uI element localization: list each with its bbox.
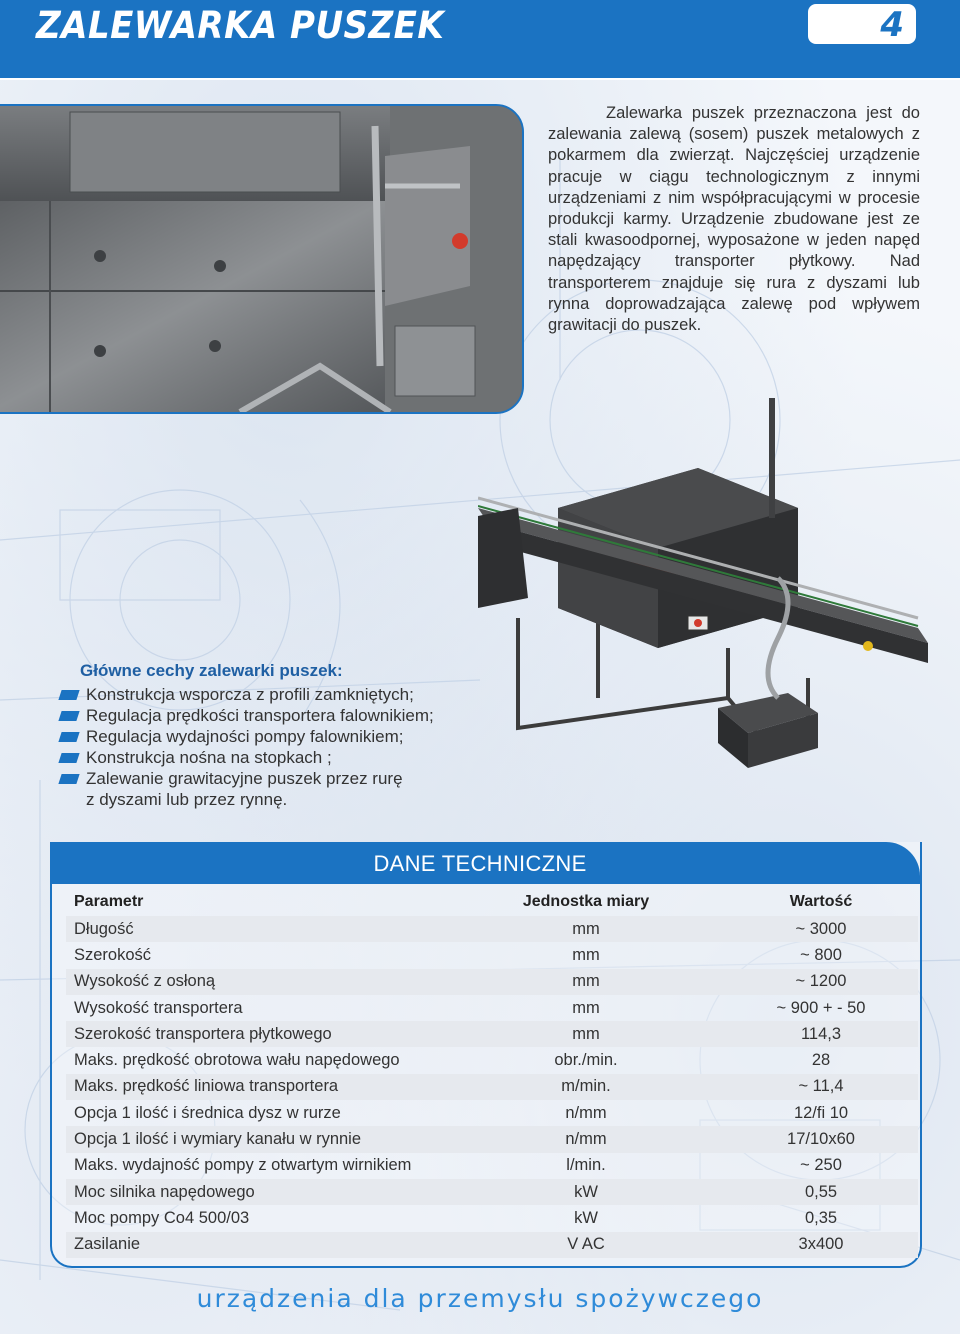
features-list xyxy=(60,684,530,810)
row-param: Maks. prędkość obrotowa wału napędowego xyxy=(74,1051,400,1070)
row-unit: kW xyxy=(574,1208,598,1227)
row-value: ~ 3000 xyxy=(795,919,847,938)
bullet-icon xyxy=(58,732,79,742)
page-number-badge xyxy=(808,4,916,44)
feature-item-text: Regulacja wydajności pompy falownikiem; xyxy=(86,727,404,746)
feature-item-text: Konstrukcja nośna na stopkach ; xyxy=(86,748,332,767)
tech-data-title: DANE TECHNICZNE xyxy=(373,851,587,876)
row-unit: l/min. xyxy=(566,1156,606,1175)
page-number: 4 xyxy=(880,5,904,45)
header-bar xyxy=(0,0,960,78)
table-row xyxy=(66,1232,918,1258)
row-param: Długość xyxy=(74,919,134,938)
intro-text: Zalewarka puszek przeznaczona jest do zalewania zalewą (sosem) puszek metalowych z pokarmem dla zwierząt. Najczęściej urządzenie pracuje w ciągu technologicznym z innymi urządzeniami z nim współpracującymi w procesie produkcji karmy. Urządzenie zbudowane jest ze stali kwasoodpornej, wyposażone w jeden napęd napędzający transporter płytkowy. Nad transporterem znajduje się rura z dyszami lub rynna doprowadzająca zalewę pod wpływem grawitacji do puszek. xyxy=(548,104,920,335)
feature-item xyxy=(60,726,530,747)
feature-item xyxy=(60,705,530,726)
row-unit: mm xyxy=(572,972,600,991)
bullet-icon xyxy=(58,690,79,700)
footer-tagline: urządzenia dla przemysłu spożywczego xyxy=(196,1284,764,1313)
machine-render xyxy=(478,398,948,778)
features-section xyxy=(60,660,530,810)
feature-item xyxy=(60,684,530,705)
row-value: ~ 900 + - 50 xyxy=(776,998,866,1017)
row-param: Opcja 1 ilość i wymiary kanału w rynnie xyxy=(74,1130,362,1149)
row-unit: mm xyxy=(572,919,600,938)
table-row xyxy=(66,1021,918,1047)
row-unit: mm xyxy=(572,945,600,964)
row-unit: m/min. xyxy=(561,1077,611,1096)
row-param: Moc pompy Co4 500/03 xyxy=(74,1208,250,1227)
column-header-unit: Jednostka miary xyxy=(522,893,650,910)
feature-item-text: Zalewanie grawitacyjne puszek przez rurę xyxy=(86,769,403,788)
row-param: Szerokość xyxy=(74,945,152,964)
row-value: ~ 1200 xyxy=(795,972,847,991)
row-unit: mm xyxy=(572,1024,600,1043)
row-value: 12/fi 10 xyxy=(793,1103,849,1122)
table-row xyxy=(66,995,918,1021)
page-title: ZALEWARKA PUSZEK xyxy=(36,4,445,47)
feature-item-text: Konstrukcja wsporcza z profili zamkniętych; xyxy=(86,685,414,704)
table-row xyxy=(66,1100,918,1126)
machine-photo-illustration xyxy=(0,106,522,412)
row-param: Moc silnika napędowego xyxy=(74,1182,255,1201)
row-param: Wysokość z osłoną xyxy=(74,972,216,991)
row-unit: mm xyxy=(572,998,600,1017)
table-row xyxy=(66,1179,918,1205)
feature-item xyxy=(60,747,530,768)
feature-item-text: Regulacja prędkości transportera falownikiem; xyxy=(86,706,434,725)
machine-render-illustration xyxy=(478,398,948,778)
column-header-param: Parametr xyxy=(74,893,144,910)
row-value: 17/10x60 xyxy=(787,1130,855,1149)
feature-item-continuation: z dyszami lub przez rynnę. xyxy=(86,790,288,809)
row-unit: kW xyxy=(574,1182,598,1201)
table-header-row xyxy=(66,888,918,916)
table-row xyxy=(66,942,918,968)
bullet-icon xyxy=(58,711,79,721)
bullet-icon xyxy=(58,774,79,784)
table-row xyxy=(66,969,918,995)
row-value: 28 xyxy=(811,1051,831,1070)
row-param: Szerokość transportera płytkowego xyxy=(74,1024,332,1043)
column-header-value: Wartość xyxy=(789,893,853,910)
table-row xyxy=(66,1126,918,1152)
tech-data-table xyxy=(66,888,918,1258)
features-title: Główne cechy zalewarki puszek: xyxy=(80,661,343,680)
feature-item xyxy=(60,768,530,810)
row-value: ~ 11,4 xyxy=(798,1077,844,1096)
row-unit: obr./min. xyxy=(554,1051,618,1070)
row-value: 3x400 xyxy=(798,1235,844,1254)
table-row xyxy=(66,1047,918,1073)
table-row xyxy=(66,1074,918,1100)
row-param: Maks. prędkość liniowa transportera xyxy=(74,1077,339,1096)
row-value: ~ 800 xyxy=(800,945,842,964)
row-param: Wysokość transportera xyxy=(74,998,243,1017)
table-row xyxy=(66,916,918,942)
row-param: Maks. wydajność pompy z otwartym wirnikiem xyxy=(74,1156,412,1175)
machine-photo xyxy=(0,104,524,414)
row-value: 114,3 xyxy=(800,1024,842,1043)
row-value: 0,55 xyxy=(804,1182,838,1201)
bullet-icon xyxy=(58,753,79,763)
row-unit: V AC xyxy=(567,1235,605,1254)
row-param: Opcja 1 ilość i średnica dysz w rurze xyxy=(74,1103,341,1122)
row-unit: n/mm xyxy=(565,1103,607,1122)
row-param: Zasilanie xyxy=(74,1235,141,1254)
row-value: ~ 250 xyxy=(800,1156,842,1175)
intro-description xyxy=(548,103,920,336)
row-value: 0,35 xyxy=(804,1208,838,1227)
table-row xyxy=(66,1153,918,1179)
row-unit: n/mm xyxy=(565,1130,607,1149)
table-row xyxy=(66,1205,918,1231)
